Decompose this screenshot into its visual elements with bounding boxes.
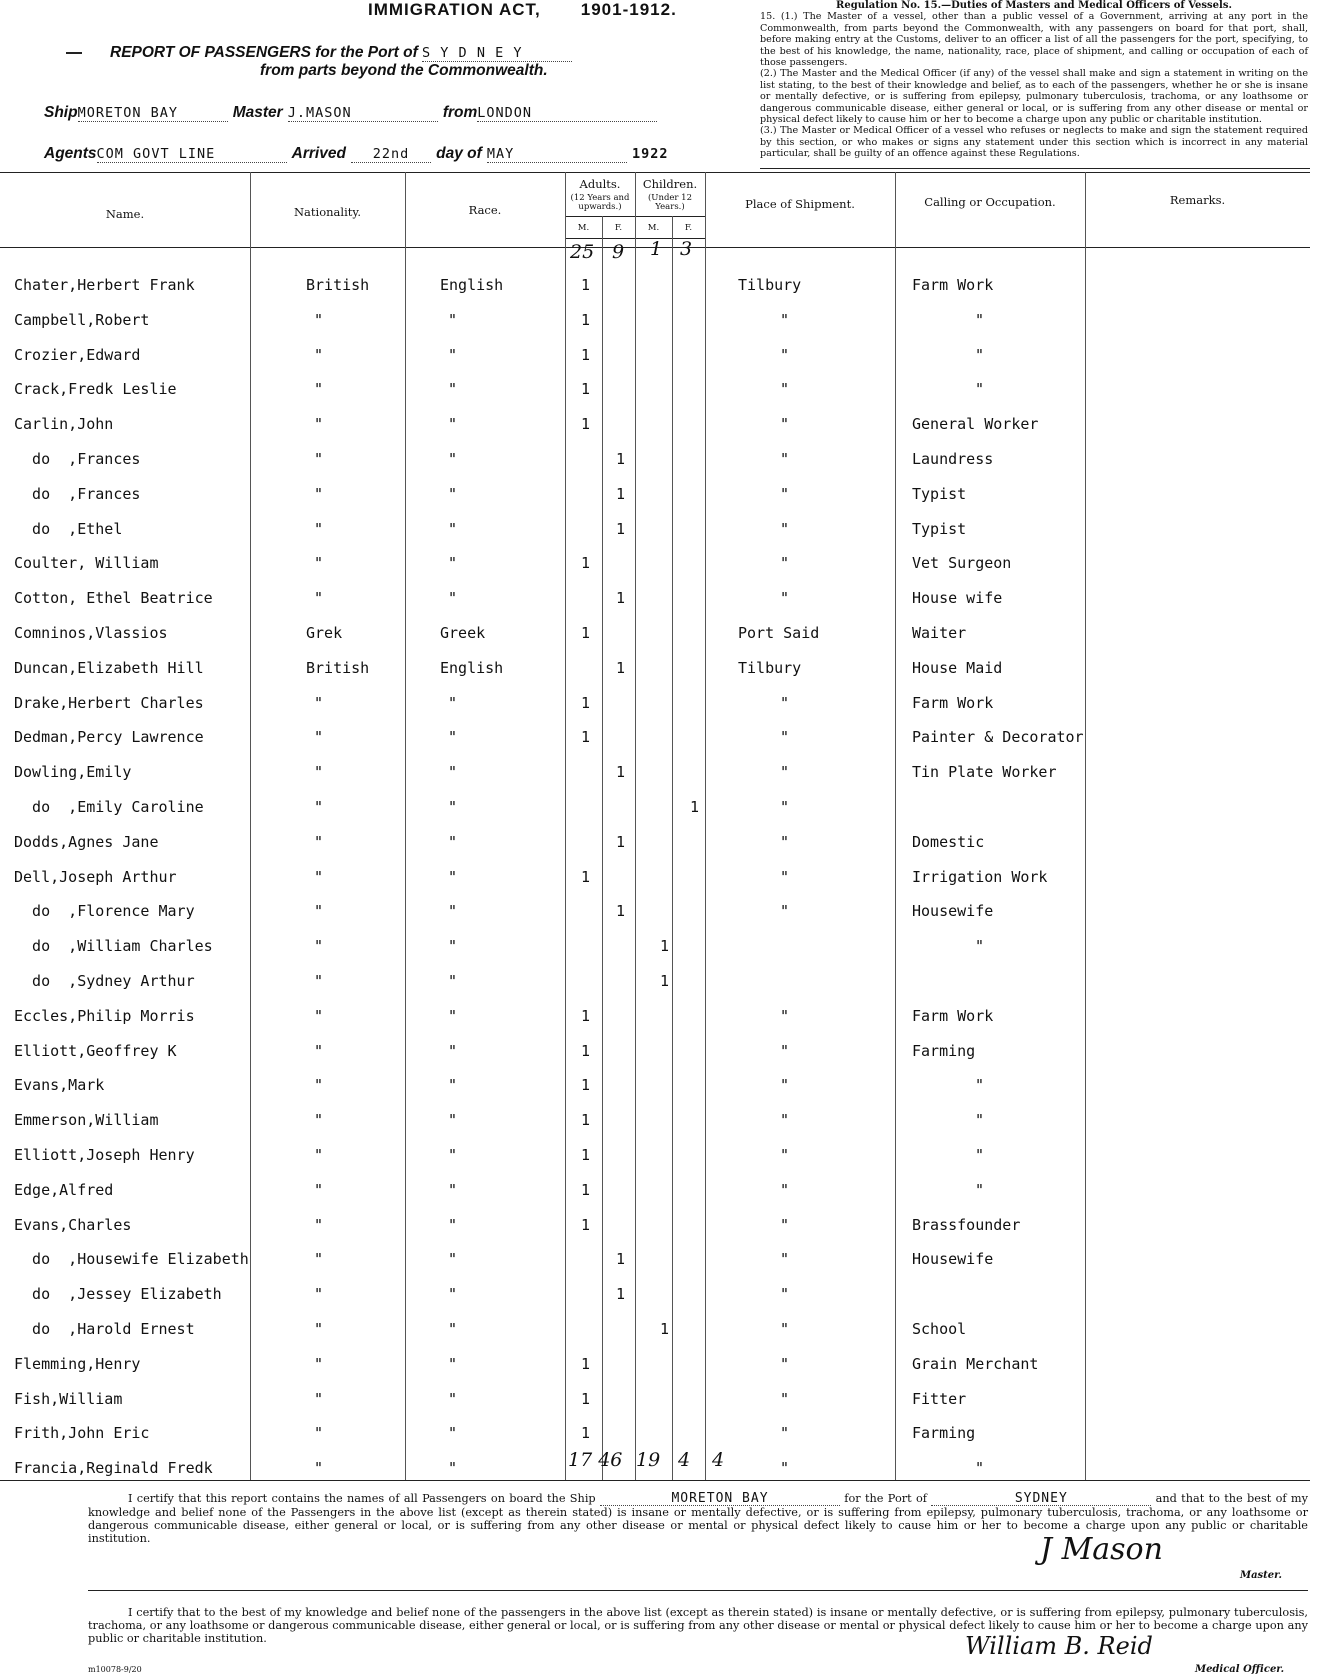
passenger-occupation: Farming	[912, 1424, 976, 1443]
master-signature: J Mason	[1040, 1532, 1163, 1567]
passenger-nationality: "	[314, 589, 324, 608]
passenger-race: "	[448, 1076, 458, 1095]
tally-top-child-m: 1	[650, 238, 663, 260]
passenger-race: "	[448, 972, 458, 990]
passenger-occupation: Housewife	[912, 902, 994, 921]
adult-male-count: 1	[581, 728, 591, 747]
passenger-race: "	[448, 1041, 458, 1060]
adult-female-count: 1	[616, 902, 626, 921]
passenger-occupation: "	[975, 1459, 985, 1478]
passenger-name: Chater,Herbert Frank	[14, 276, 195, 294]
passenger-name: Francia,Reginald Fredk	[14, 1459, 213, 1478]
col-divider-shipment	[895, 172, 896, 1480]
passenger-nationality: "	[314, 1250, 324, 1269]
place-of-shipment: "	[780, 763, 790, 782]
place-of-shipment: "	[780, 832, 790, 851]
passenger-race: Greek	[440, 624, 486, 642]
passenger-occupation: Brassfounder	[912, 1215, 1021, 1234]
adult-male-count: 1	[581, 415, 591, 434]
regulation-text	[760, 0, 1308, 160]
passenger-nationality: "	[314, 1424, 324, 1443]
adult-male-count: 1	[581, 1389, 591, 1408]
adult-female-count: 1	[616, 519, 626, 538]
passenger-nationality: "	[314, 1354, 324, 1373]
adult-male-count: 1	[581, 1180, 591, 1199]
passenger-occupation: General Worker	[912, 415, 1039, 434]
place-of-shipment: "	[780, 1146, 790, 1164]
place-of-shipment: "	[780, 1285, 790, 1304]
tally-bottom-adult-m: 17 46	[568, 1449, 623, 1471]
arrival-year: 1922	[631, 146, 669, 162]
regulation-p2: (2.) The Master and the Medical Officer (if any) of the vessel shall make and sign a statement in writing on the list stating, to the best of their knowledge and belief, as to each of the passengers, whether he or she is insane or mentally defective, or is suffering from epilepsy, pulmonary tuberculosis, trachoma, or any loathsome or dangerous communicable disease, either general or local, or is suffering from any other disease or mental or physical defect likely to cause him or her to become a charge upon any public or charitable institution.	[760, 68, 1308, 126]
master-signature-label: Master.	[1240, 1570, 1282, 1581]
col-header-children-sub: (Under 12 Years.)	[647, 193, 692, 212]
place-of-shipment: "	[780, 728, 790, 747]
child-male-count: 1	[660, 1320, 670, 1338]
master-label: Master	[232, 104, 283, 121]
passenger-nationality: "	[314, 519, 324, 538]
passenger-occupation: "	[975, 937, 985, 956]
col-header-adult-m: M.	[577, 223, 590, 233]
passenger-occupation: Fitter	[912, 1389, 967, 1408]
passenger-occupation: Farm Work	[912, 1006, 994, 1025]
master-cert-text-c: and that to the best of my knowledge and belief none of the Passengers in the above list (except as therein stated) is insane or mentally defective, or is suffering from epilepsy, pulmonary tuberculosis, trachoma, or any loathsome or dangerous communicable disease, either general or local, or is suffering from any other disease or mental or physical defect likely to cause him or her to become a charge upon any public or charitable institution.	[88, 1492, 1308, 1545]
place-of-shipment: "	[780, 1354, 790, 1373]
passenger-nationality: "	[314, 380, 324, 399]
adult-female-count: 1	[616, 1285, 626, 1304]
master-cert-ship: MORETON BAY	[600, 1492, 840, 1506]
passenger-race: English	[440, 658, 504, 677]
passenger-name: Evans,Charles	[14, 1215, 132, 1234]
passenger-race: "	[448, 763, 458, 782]
passenger-name: Campbell,Robert	[14, 310, 150, 329]
adult-male-count: 1	[581, 380, 591, 399]
passenger-name: do ,Housewife Elizabeth	[14, 1250, 249, 1269]
place-of-shipment: "	[780, 450, 790, 468]
col-header-name: Name.	[105, 207, 145, 221]
adult-female-count: 1	[616, 484, 626, 503]
report-title-text: REPORT OF PASSENGERS for the Port of	[110, 44, 418, 61]
passenger-occupation: Typist	[912, 484, 967, 503]
arrived-label: Arrived	[291, 145, 346, 162]
place-of-shipment: "	[780, 380, 790, 399]
passenger-race: "	[448, 310, 458, 329]
tally-bottom-child-m: 4	[678, 1449, 691, 1471]
passenger-name: do ,Frances	[14, 450, 141, 468]
ship-name: MORETON BAY	[78, 105, 228, 122]
place-of-shipment: "	[780, 902, 790, 921]
adult-female-count: 1	[616, 763, 626, 782]
passenger-occupation: "	[975, 1076, 985, 1095]
place-of-shipment: "	[780, 1076, 790, 1095]
passenger-name: Frith,John Eric	[14, 1424, 150, 1443]
passenger-occupation: Farm Work	[912, 276, 994, 294]
col-divider-name	[250, 172, 251, 1480]
passenger-occupation: School	[912, 1320, 967, 1338]
passenger-race: English	[440, 276, 504, 294]
passenger-occupation: House Maid	[912, 658, 1003, 677]
passenger-occupation: "	[975, 1146, 985, 1164]
tally-top-child-f: 3	[680, 238, 693, 260]
header-rule-top	[0, 172, 1310, 173]
passenger-race: "	[448, 1146, 458, 1164]
passenger-race: "	[448, 1250, 458, 1269]
adult-male-count: 1	[581, 310, 591, 329]
passenger-name: do ,Sydney Arthur	[14, 972, 195, 990]
col-divider-adults	[635, 172, 636, 1480]
passenger-race: "	[448, 1354, 458, 1373]
col-header-children: Children.	[642, 177, 698, 191]
passenger-race: "	[448, 937, 458, 956]
place-of-shipment: "	[780, 1111, 790, 1130]
passenger-nationality: "	[314, 832, 324, 851]
master-name: J.MASON	[288, 105, 438, 122]
passenger-race: "	[448, 798, 458, 816]
place-of-shipment: "	[780, 589, 790, 608]
col-header-remarks: Remarks.	[1169, 193, 1226, 207]
col-divider-race	[565, 172, 566, 1480]
adult-male-count: 1	[581, 1041, 591, 1060]
col-header-child-f: F.	[684, 223, 693, 233]
margin-mark	[66, 52, 82, 54]
col-header-adults: Adults.	[579, 177, 621, 191]
passenger-name: do ,Ethel	[14, 519, 123, 538]
passenger-occupation: "	[975, 345, 985, 364]
passenger-name: do ,Frances	[14, 484, 141, 503]
place-of-shipment: "	[780, 310, 790, 329]
passenger-race: "	[448, 867, 458, 886]
place-of-shipment: "	[780, 1424, 790, 1443]
medical-signature-label: Medical Officer.	[1195, 1664, 1285, 1675]
passenger-race: "	[448, 1215, 458, 1234]
passenger-occupation: Waiter	[912, 624, 967, 642]
passenger-name: Dodds,Agnes Jane	[14, 832, 159, 851]
place-of-shipment: "	[780, 415, 790, 434]
col-header-nationality: Nationality.	[293, 205, 361, 219]
day-of-label: day of	[436, 145, 482, 162]
passenger-nationality: "	[314, 554, 324, 573]
passenger-name: Elliott,Joseph Henry	[14, 1146, 195, 1164]
passenger-nationality: British	[306, 276, 370, 294]
passenger-nationality: "	[314, 1041, 324, 1060]
child-male-count: 1	[660, 937, 670, 956]
regulation-p3: (3.) The Master or Medical Officer of a vessel who refuses or neglects to make and sign the statement required by this section, or who makes or signs any statement under this section which is incorrect in any material particular, shall be guilty of an offence against these Regulations.	[760, 125, 1308, 160]
passenger-occupation: House wife	[912, 589, 1003, 608]
passenger-nationality: "	[314, 902, 324, 921]
adult-male-count: 1	[581, 345, 591, 364]
master-cert-text-a: I certify that this report contains the names of all Passengers on board the Ship	[128, 1492, 596, 1505]
passenger-occupation: "	[975, 1111, 985, 1130]
passenger-nationality: "	[314, 728, 324, 747]
passenger-name: Crozier,Edward	[14, 345, 141, 364]
tally-bottom-child-f: 4	[712, 1449, 725, 1471]
passenger-occupation: Farm Work	[912, 693, 994, 712]
passenger-nationality: "	[314, 763, 324, 782]
passenger-nationality: "	[314, 484, 324, 503]
tally-top-adult-f: 9	[612, 241, 625, 263]
passenger-name: do ,Emily Caroline	[14, 798, 204, 816]
passenger-occupation: Tin Plate Worker	[912, 763, 1057, 782]
tally-bottom-adult-f: 19	[636, 1449, 661, 1471]
table-bottom-rule	[0, 1480, 1310, 1481]
col-divider-adult-m	[602, 216, 603, 1480]
from-label: from	[442, 104, 478, 121]
passenger-race: "	[448, 1320, 458, 1338]
passenger-name: Flemming,Henry	[14, 1354, 141, 1373]
adult-male-count: 1	[581, 1146, 591, 1164]
passenger-nationality: "	[314, 1285, 324, 1304]
regulation-p1: 15. (1.) The Master of a vessel, other than a public vessel of a Government, arriving at any port in the Commonwealth, from parts beyond the Commonwealth, with any passengers on board for that port, shall, before making entry at the Customs, deliver to an officer a list of all the passengers for the port, specifying, to the best of his knowledge, the name, nationality, race, place of shipment, and calling or occupation of each of those passengers.	[760, 11, 1308, 69]
col-divider-child-m	[672, 216, 673, 1480]
col-divider-nationality	[405, 172, 406, 1480]
passenger-name: Crack,Fredk Leslie	[14, 380, 177, 399]
passenger-race: "	[448, 1006, 458, 1025]
passenger-occupation: Typist	[912, 519, 967, 538]
passenger-name: Eccles,Philip Morris	[14, 1006, 195, 1025]
passenger-name: Edge,Alfred	[14, 1180, 114, 1199]
master-cert-port: SYDNEY	[931, 1492, 1151, 1506]
ship-line	[44, 102, 657, 122]
passenger-name: Evans,Mark	[14, 1076, 105, 1095]
passenger-race: "	[448, 1424, 458, 1443]
passenger-name: Duncan,Elizabeth Hill	[14, 658, 204, 677]
medical-certificate: I certify that to the best of my knowledge and belief none of the passengers in the above list (except as therein stated) is insane or mentally defective, or is suffering from epilepsy, pulmonary tuberculosis, trachoma, or any loathsome or dangerous communicable disease, either general or local, or is suffering from any other disease or mental or physical defect likely to cause him or her to become a charge upon any public or charitable institution.	[88, 1606, 1308, 1645]
passenger-race: "	[448, 728, 458, 747]
passenger-race: "	[448, 554, 458, 573]
passenger-name: Carlin,John	[14, 415, 114, 434]
place-of-shipment: "	[780, 1006, 790, 1025]
arrived-day: 22nd	[351, 146, 431, 163]
passenger-name: do ,Jessey Elizabeth	[14, 1285, 222, 1304]
passenger-name: Dedman,Percy Lawrence	[14, 728, 204, 747]
adult-male-count: 1	[581, 624, 591, 642]
place-of-shipment: "	[780, 345, 790, 364]
passenger-nationality: British	[306, 658, 370, 677]
passenger-race: "	[448, 832, 458, 851]
place-of-shipment: "	[780, 1180, 790, 1199]
place-of-shipment: "	[780, 1459, 790, 1478]
place-of-shipment: Port Said	[738, 624, 820, 642]
passenger-occupation: "	[975, 310, 985, 329]
passenger-race: "	[448, 589, 458, 608]
adult-male-count: 1	[581, 867, 591, 886]
passenger-name: Fish,William	[14, 1389, 123, 1408]
place-of-shipment: "	[780, 1041, 790, 1060]
passenger-race: "	[448, 415, 458, 434]
passenger-occupation: "	[975, 380, 985, 399]
agents-line	[44, 143, 668, 163]
passenger-occupation: Grain Merchant	[912, 1354, 1039, 1373]
adult-male-count: 1	[581, 1215, 591, 1234]
place-of-shipment: Tilbury	[738, 276, 802, 294]
act-title	[368, 0, 677, 20]
regulation-title: Regulation No. 15.—Duties of Masters and Medical Officers of Vessels.	[836, 0, 1232, 11]
place-of-shipment: Tilbury	[738, 658, 802, 677]
passenger-occupation: "	[975, 1180, 985, 1199]
adult-female-count: 1	[616, 450, 626, 468]
agents-label: Agents	[44, 145, 97, 162]
medical-signature: William B. Reid	[965, 1632, 1153, 1660]
passenger-race: "	[448, 693, 458, 712]
col-header-occupation: Calling or Occupation.	[924, 195, 1056, 209]
passenger-nationality: "	[314, 1459, 324, 1478]
passenger-nationality: "	[314, 450, 324, 468]
child-female-count: 1	[690, 798, 700, 816]
passenger-race: "	[448, 902, 458, 921]
passenger-nationality: "	[314, 1180, 324, 1199]
from-port: LONDON	[477, 105, 657, 122]
passenger-nationality: Grek	[306, 624, 343, 642]
act-years: 1901-1912.	[580, 0, 677, 19]
passenger-race: "	[448, 1180, 458, 1199]
child-male-count: 1	[660, 972, 670, 990]
passenger-name: Comninos,Vlassios	[14, 624, 168, 642]
passenger-nationality: "	[314, 415, 324, 434]
arrived-month: MAY	[487, 146, 627, 163]
passenger-nationality: "	[314, 1111, 324, 1130]
report-subtitle: from parts beyond the Commonwealth.	[260, 62, 548, 79]
passenger-nationality: "	[314, 972, 324, 990]
passenger-name: Coulter, William	[14, 554, 159, 573]
place-of-shipment: "	[780, 484, 790, 503]
passenger-nationality: "	[314, 937, 324, 956]
place-of-shipment: "	[780, 554, 790, 573]
ship-label: Ship	[44, 104, 78, 121]
passenger-name: Cotton, Ethel Beatrice	[14, 589, 213, 608]
passenger-nationality: "	[314, 1389, 324, 1408]
col-header-shipment: Place of Shipment.	[745, 197, 855, 211]
passenger-race: "	[448, 1389, 458, 1408]
passenger-race: "	[448, 345, 458, 364]
port-name: S Y D N E Y	[422, 45, 572, 62]
passenger-nationality: "	[314, 310, 324, 329]
passenger-nationality: "	[314, 1006, 324, 1025]
passenger-occupation: Domestic	[912, 832, 985, 851]
passenger-race: "	[448, 1459, 458, 1478]
place-of-shipment: "	[780, 1215, 790, 1234]
tally-top-adult-m: 25	[570, 241, 595, 263]
passenger-name: Elliott,Geoffrey K	[14, 1041, 177, 1060]
passenger-nationality: "	[314, 1320, 324, 1338]
passenger-occupation: Painter & Decorator	[912, 728, 1084, 747]
place-of-shipment: "	[780, 693, 790, 712]
passenger-occupation: Farming	[912, 1041, 976, 1060]
adult-male-count: 1	[581, 1354, 591, 1373]
adult-male-count: 1	[581, 693, 591, 712]
passenger-occupation: Irrigation Work	[912, 867, 1048, 886]
master-cert-text-b: for the Port of	[844, 1492, 927, 1505]
adult-female-count: 1	[616, 589, 626, 608]
col-header-adults-sub: (12 Years and upwards.)	[570, 193, 630, 212]
passenger-occupation: Vet Surgeon	[912, 554, 1012, 573]
adult-male-count: 1	[581, 554, 591, 573]
agents-name: COM GOVT LINE	[97, 146, 287, 163]
act-title-text: IMMIGRATION ACT,	[368, 0, 541, 19]
passenger-name: Emmerson,William	[14, 1111, 159, 1130]
col-header-child-m: M.	[647, 223, 660, 233]
adult-male-count: 1	[581, 1424, 591, 1443]
place-of-shipment: "	[780, 867, 790, 886]
place-of-shipment: "	[780, 519, 790, 538]
passenger-race: "	[448, 1111, 458, 1130]
passenger-name: do ,William Charles	[14, 937, 213, 956]
adult-male-count: 1	[581, 276, 591, 294]
passenger-race: "	[448, 484, 458, 503]
adult-female-count: 1	[616, 1250, 626, 1269]
passenger-name: Dowling,Emily	[14, 763, 132, 782]
col-header-race: Race.	[468, 203, 502, 217]
passenger-race: "	[448, 519, 458, 538]
place-of-shipment: "	[780, 798, 790, 816]
place-of-shipment: "	[780, 1389, 790, 1408]
regulation-rule	[760, 168, 1310, 169]
passenger-race: "	[448, 450, 458, 468]
passenger-nationality: "	[314, 345, 324, 364]
adult-male-count: 1	[581, 1111, 591, 1130]
passenger-nationality: "	[314, 867, 324, 886]
adult-male-count: 1	[581, 1006, 591, 1025]
passenger-nationality: "	[314, 1076, 324, 1095]
passenger-race: "	[448, 380, 458, 399]
col-header-adult-f: F.	[614, 223, 623, 233]
adult-female-count: 1	[616, 658, 626, 677]
adult-male-count: 1	[581, 1076, 591, 1095]
passenger-name: do ,Harold Ernest	[14, 1320, 195, 1338]
form-code: m10078-9/20	[88, 1665, 142, 1674]
passenger-occupation: Laundress	[912, 450, 994, 468]
certificate-divider	[88, 1590, 1308, 1591]
passenger-race: "	[448, 1285, 458, 1304]
col-divider-occupation	[1085, 172, 1086, 1480]
adult-female-count: 1	[616, 832, 626, 851]
place-of-shipment: "	[780, 1320, 790, 1338]
place-of-shipment: "	[780, 1250, 790, 1269]
passenger-nationality: "	[314, 1146, 324, 1164]
passenger-nationality: "	[314, 1215, 324, 1234]
passenger-nationality: "	[314, 693, 324, 712]
col-divider-children	[705, 172, 706, 1480]
passenger-occupation: Housewife	[912, 1250, 994, 1269]
passenger-name: do ,Florence Mary	[14, 902, 195, 921]
passenger-name: Dell,Joseph Arthur	[14, 867, 177, 886]
report-title	[110, 44, 572, 62]
passenger-name: Drake,Herbert Charles	[14, 693, 204, 712]
passenger-nationality: "	[314, 798, 324, 816]
